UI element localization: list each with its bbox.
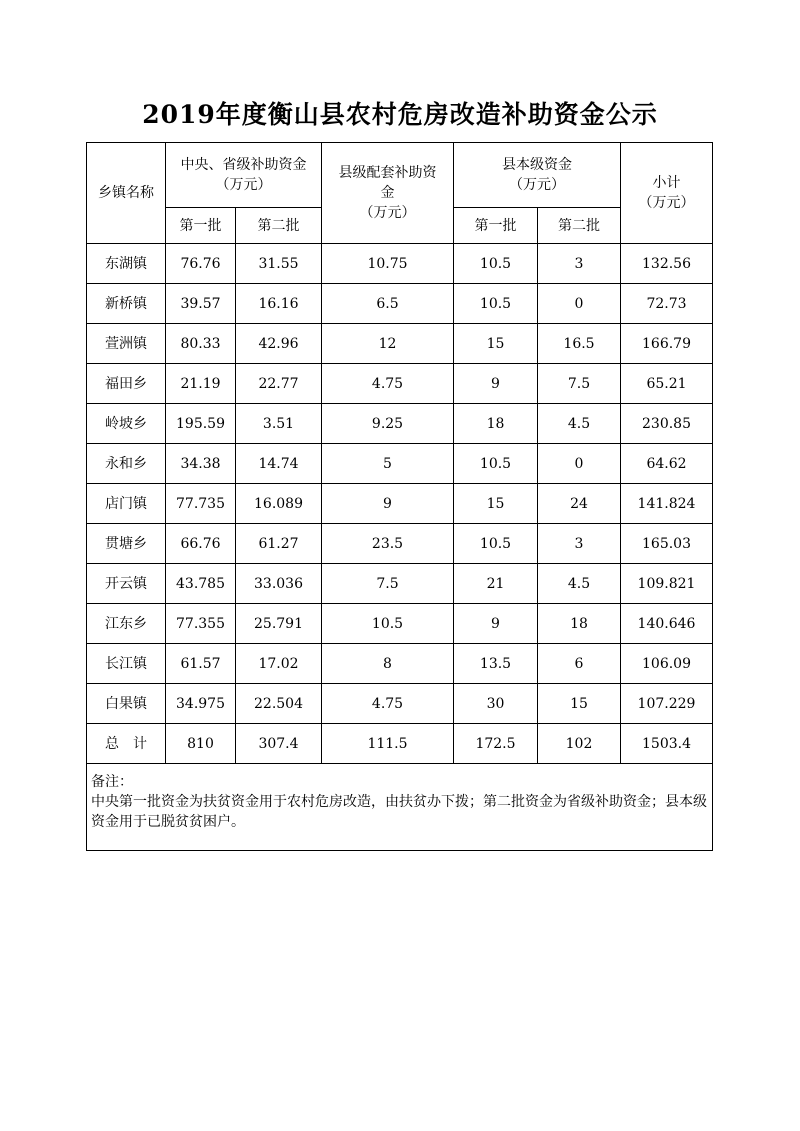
county-batch1-cell: 9 [454,364,538,404]
county-matching-cell: 7.5 [322,564,454,604]
table-row [87,484,713,524]
central-batch1-cell: 80.33 [166,324,236,364]
county-batch2-cell: 6 [538,644,621,684]
county-batch1-cell: 9 [454,604,538,644]
county-batch1-cell: 10.5 [454,284,538,324]
central-batch1-cell: 43.785 [166,564,236,604]
header-central-batch2: 第二批 [236,208,322,244]
township-cell: 江东乡 [87,604,166,644]
header-central-provincial: 中央、省级补助资金 （万元） [166,143,322,208]
subtotal-cell: 132.56 [621,244,713,284]
central-batch1-cell: 66.76 [166,524,236,564]
county-batch2-cell: 3 [538,244,621,284]
header-county-own: 县本级资金 （万元） [454,143,621,208]
header-central-batch1: 第一批 [166,208,236,244]
township-cell: 东湖镇 [87,244,166,284]
county-matching-cell: 6.5 [322,284,454,324]
central-batch1-cell: 61.57 [166,644,236,684]
subtotal-cell: 1503.4 [621,724,713,764]
county-batch2-cell: 3 [538,524,621,564]
subsidy-table [86,142,713,851]
township-cell: 开云镇 [87,564,166,604]
county-batch1-cell: 21 [454,564,538,604]
county-batch2-cell: 7.5 [538,364,621,404]
county-batch2-cell: 0 [538,444,621,484]
subtotal-cell: 140.646 [621,604,713,644]
township-cell: 店门镇 [87,484,166,524]
county-batch1-cell: 10.5 [454,444,538,484]
county-matching-cell: 4.75 [322,364,454,404]
subtotal-cell: 109.821 [621,564,713,604]
county-matching-cell: 10.5 [322,604,454,644]
county-batch2-cell: 18 [538,604,621,644]
township-cell: 永和乡 [87,444,166,484]
note-row [87,764,713,851]
table-row [87,364,713,404]
central-batch1-cell: 39.57 [166,284,236,324]
subtotal-cell: 65.21 [621,364,713,404]
county-batch2-cell: 15 [538,684,621,724]
central-batch1-cell: 21.19 [166,364,236,404]
header-subtotal: 小计 （万元） [621,143,713,244]
subtotal-cell: 107.229 [621,684,713,724]
central-batch2-cell: 3.51 [236,404,322,444]
township-cell: 白果镇 [87,684,166,724]
table-row [87,324,713,364]
township-cell: 萱洲镇 [87,324,166,364]
county-batch2-cell: 4.5 [538,564,621,604]
table-row [87,564,713,604]
subtotal-cell: 72.73 [621,284,713,324]
county-batch1-cell: 172.5 [454,724,538,764]
county-batch2-cell: 16.5 [538,324,621,364]
central-batch1-cell: 34.38 [166,444,236,484]
central-batch2-cell: 16.089 [236,484,322,524]
county-batch1-cell: 15 [454,484,538,524]
central-batch2-cell: 31.55 [236,244,322,284]
county-batch1-cell: 15 [454,324,538,364]
central-batch2-cell: 25.791 [236,604,322,644]
table-row [87,404,713,444]
table-row [87,644,713,684]
central-batch2-cell: 307.4 [236,724,322,764]
header-county-batch2: 第二批 [538,208,621,244]
county-matching-cell: 111.5 [322,724,454,764]
subtotal-cell: 166.79 [621,324,713,364]
county-matching-cell: 4.75 [322,684,454,724]
township-cell: 岭坡乡 [87,404,166,444]
subtotal-cell: 141.824 [621,484,713,524]
table-row [87,284,713,324]
county-batch2-cell: 102 [538,724,621,764]
central-batch2-cell: 16.16 [236,284,322,324]
central-batch2-cell: 22.77 [236,364,322,404]
central-batch2-cell: 22.504 [236,684,322,724]
county-batch2-cell: 4.5 [538,404,621,444]
note-text: 中央第一批资金为扶贫资金用于农村危房改造，由扶贫办下拨；第二批资金为省级补助资金；县本级资金用于已脱贫贫困户。 [91,794,707,830]
total-row [87,724,713,764]
central-batch2-cell: 61.27 [236,524,322,564]
central-batch2-cell: 42.96 [236,324,322,364]
county-matching-cell: 23.5 [322,524,454,564]
central-batch1-cell: 77.735 [166,484,236,524]
county-matching-cell: 12 [322,324,454,364]
county-batch2-cell: 0 [538,284,621,324]
township-cell: 贯塘乡 [87,524,166,564]
header-county-batch1: 第一批 [454,208,538,244]
county-batch1-cell: 10.5 [454,524,538,564]
note-cell [87,764,713,851]
central-batch2-cell: 33.036 [236,564,322,604]
table-row [87,444,713,484]
subtotal-cell: 64.62 [621,444,713,484]
county-batch1-cell: 30 [454,684,538,724]
central-batch1-cell: 34.975 [166,684,236,724]
county-matching-cell: 9 [322,484,454,524]
central-batch1-cell: 76.76 [166,244,236,284]
county-matching-cell: 10.75 [322,244,454,284]
note-label: 备注： [91,774,133,790]
county-matching-cell: 8 [322,644,454,684]
table-row [87,244,713,284]
central-batch2-cell: 17.02 [236,644,322,684]
township-cell: 长江镇 [87,644,166,684]
table-row [87,524,713,564]
county-batch2-cell: 24 [538,484,621,524]
header-county-matching: 县级配套补助资 金 （万元） [322,143,454,244]
central-batch1-cell: 810 [166,724,236,764]
table-row [87,684,713,724]
subtotal-cell: 230.85 [621,404,713,444]
county-matching-cell: 5 [322,444,454,484]
county-matching-cell: 9.25 [322,404,454,444]
township-cell: 福田乡 [87,364,166,404]
township-cell: 总 计 [87,724,166,764]
page-title: 2019年度衡山县农村危房改造补助资金公示 [142,100,658,129]
subtotal-cell: 106.09 [621,644,713,684]
central-batch1-cell: 195.59 [166,404,236,444]
township-cell: 新桥镇 [87,284,166,324]
county-batch1-cell: 18 [454,404,538,444]
subtotal-cell: 165.03 [621,524,713,564]
county-batch1-cell: 10.5 [454,244,538,284]
header-row-top [87,143,713,208]
central-batch1-cell: 77.355 [166,604,236,644]
header-township: 乡镇名称 [87,143,166,244]
central-batch2-cell: 14.74 [236,444,322,484]
table-row [87,604,713,644]
county-batch1-cell: 13.5 [454,644,538,684]
